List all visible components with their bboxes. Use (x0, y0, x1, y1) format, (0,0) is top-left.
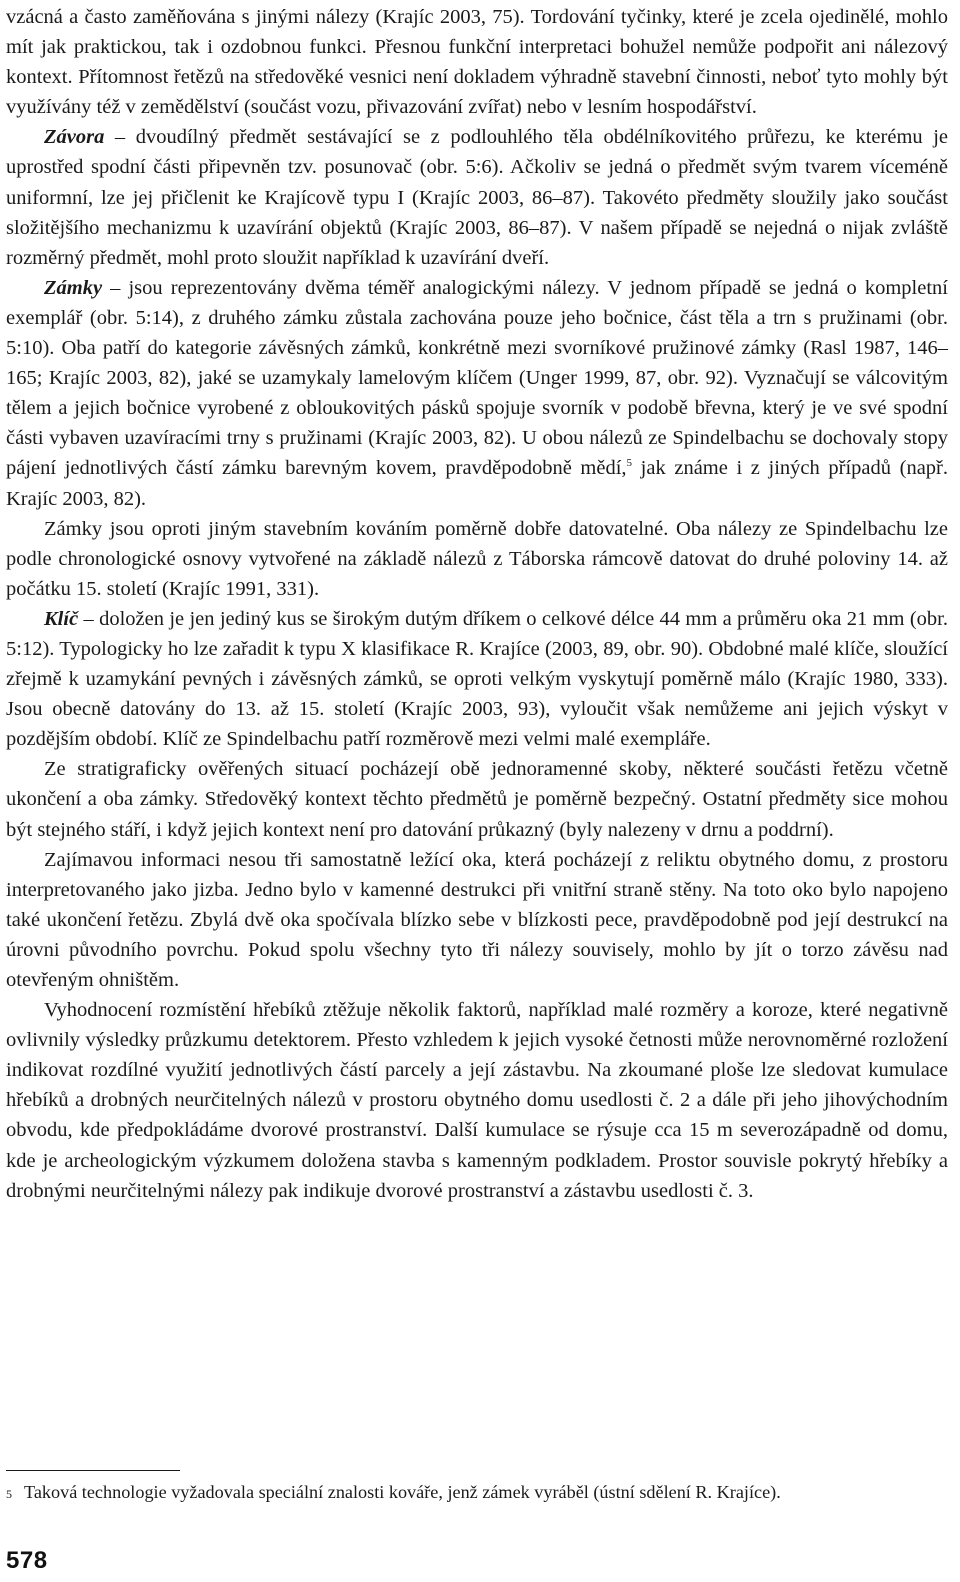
page-number: 578 (6, 1547, 48, 1574)
footnote-divider (6, 1470, 180, 1471)
paragraph-stratigraphy (6, 754, 948, 844)
paragraph-text: Zámky jsou oproti jiným stavebním kováním poměrně dobře datovatelné. Oba nálezy ze Spindelbachu lze podle chronologické osnovy vytvořené na základě nálezů z Táborska rámcově datovat do druhé poloviny 14. až počátku 15. století (Krajíc 1991, 331). (6, 517, 948, 600)
paragraph-text: Ze stratigraficky ověřených situací pocházejí obě jednoramenné skoby, některé součásti řetězu včetně ukončení a oba zámky. Středověký kontext těchto předmětů je poměrně bezpečný. Ostatní předměty sice mohou být stejného stáří, i když jejich kontext není pro datování průkazný (byly nalezeny v drnu a poddrní). (6, 758, 948, 841)
term-klic: Klíč (44, 607, 79, 630)
footnote-number: 5 (6, 1487, 12, 1501)
body-text (6, 0, 948, 1206)
term-zamky: Zámky (44, 276, 103, 299)
footnote-reference[interactable]: 5 (626, 457, 633, 470)
paragraph-text: – jsou reprezentovány dvěma téměř analogickými nálezy. V jednom případě se jedná o kompletní exemplář (obr. 5:14), z druhého zámku zůstala zachována pouze jeho bočnice, část těla a trn s pružinami (obr. 5:10). Oba patří do kategorie závěsných zámků, konkrétně mezi svorníkové pružinové zámky (Rasl 1987, 146–165; Krajíc 2003, 82), jaké se uzamykaly lamelovým klíčem (Unger 1999, 87, obr. 92). Vyznačují se válcovitým tělem a jejich bočnice vyrobené z obloukovitých pásků spojuje svorník v podobě břevna, který je ve své spodní části vybaven uzavíracími trny s pružinami (Krajíc 2003, 82). U obou nálezů ze Spindelbachu se dochovaly stopy pájení jednotlivých částí zámku barevným kovem, pravděpodobně mědí, (6, 276, 948, 480)
paragraph-nails (6, 995, 948, 1206)
paragraph-zamky (6, 273, 948, 514)
paragraph-text: – doložen je jen jediný kus se širokým dutým dříkem o celkové délce 44 mm a průměru oka 21 mm (obr. 5:12). Typologicky ho lze zařadit k typu X klasifikace R. Krajíce (2003, 89, obr. 90). Obdobné malé klíče, sloužící zřejmě k uzamykání pevných i závěsných zámků, se oproti velkým vyskytují poměrně málo (Krajíc 1980, 333). Jsou obecně datovány do 13. až 15. století (Krajíc 2003, 93), vyloučit však nemůžeme ani jejich výskyt v pozdějším období. Klíč ze Spindelbachu patří rozměrově mezi velmi malé exempláře. (6, 607, 948, 751)
footnote (6, 1480, 948, 1504)
paragraph-rings (6, 845, 948, 995)
paragraph-text-after: jak známe i z jiných případů (např. Krajíc 2003, 82). (6, 457, 948, 510)
term-zavora: Závora (44, 126, 105, 149)
footnote-text: Taková technologie vyžadovala speciální znalosti kováře, jenž zámek vyráběl (ústní sdělení R. Krajíce). (24, 1482, 781, 1502)
page-content (6, 0, 948, 1206)
paragraph-text: Zajímavou informaci nesou tři samostatně ležící oka, která pocházejí z reliktu obytného domu, z prostoru interpretovaného jako jizba. Jedno bylo v kamenné destrukci při vnitřní straně stěny. Na toto oko bylo napojeno také ukončení řetězu. Zbylá dvě oka spočívala blízko sebe v blízkosti pece, pravděpodobně pod její destrukcí na úrovni původního povrchu. Pokud spolu všechny tyto tři nálezy souvisely, mohlo by jít o torzo závěsu nad otevřeným ohništěm. (6, 848, 948, 991)
paragraph-zamky-dating (6, 514, 948, 604)
paragraph-zavora (6, 122, 948, 272)
paragraph-text: vzácná a často zaměňována s jinými nálezy (Krajíc 2003, 75). Tordování tyčinky, které je zcela ojedinělé, mohlo mít jak praktickou, tak i ozdobnou funkci. Přesnou funkční interpretaci bohužel nemůže podpořit ani nálezový kontext. Přítomnost řetězů na středověké vesnici není dokladem výhradně stavební činnosti, neboť tyto mohly být využívány též v zemědělství (součást vozu, přivazování zvířat) nebo v lesním hospodářství. (6, 6, 948, 119)
paragraph-klic (6, 604, 948, 754)
paragraph-text: Vyhodnocení rozmístění hřebíků ztěžuje několik faktorů, například malé rozměry a koroze, které negativně ovlivnily výsledky průzkumu detektorem. Přesto vzhledem k jejich vysoké četnosti může nerovnoměrné rozložení indikovat rozdílné využití jednotlivých částí parcely a její zástavbu. Na zkoumané ploše lze sledovat kumulace hřebíků a drobných neurčitelných nálezů v prostoru obytného domu usedlosti č. 2 a dále při jeho jihovýchodním obvodu, kde předpokládáme dvorové prostranství. Další kumulace se rýsuje cca 15 m severozápadně od domu, kde je archeologickým výzkumem doložena stavba s kamenným podkladem. Prostor souvisle pokrytý hřebíky a drobnými neurčitelnými nálezy pak indikuje dvorové prostranství a zástavbu usedlosti č. 3. (6, 999, 948, 1202)
paragraph-chain-continuation (6, 2, 948, 122)
paragraph-text: – dvoudílný předmět sestávající se z podlouhlého těla obdélníkovitého průřezu, ke kterému je uprostřed spodní části připevněn tzv. posunovač (obr. 5:6). Ačkoliv se jedná o předmět svým tvarem víceméně uniformní, lze jej přičlenit ke Krajícově typu I (Krajíc 2003, 86–87). Takovéto předměty sloužily jako součást složitějšího mechanizmu k uzavírání objektů (Krajíc 2003, 86–87). V našem případě se nejedná o nijak zvláště rozměrný předmět, mohl proto sloužit například k uzavírání dveří. (6, 126, 948, 269)
